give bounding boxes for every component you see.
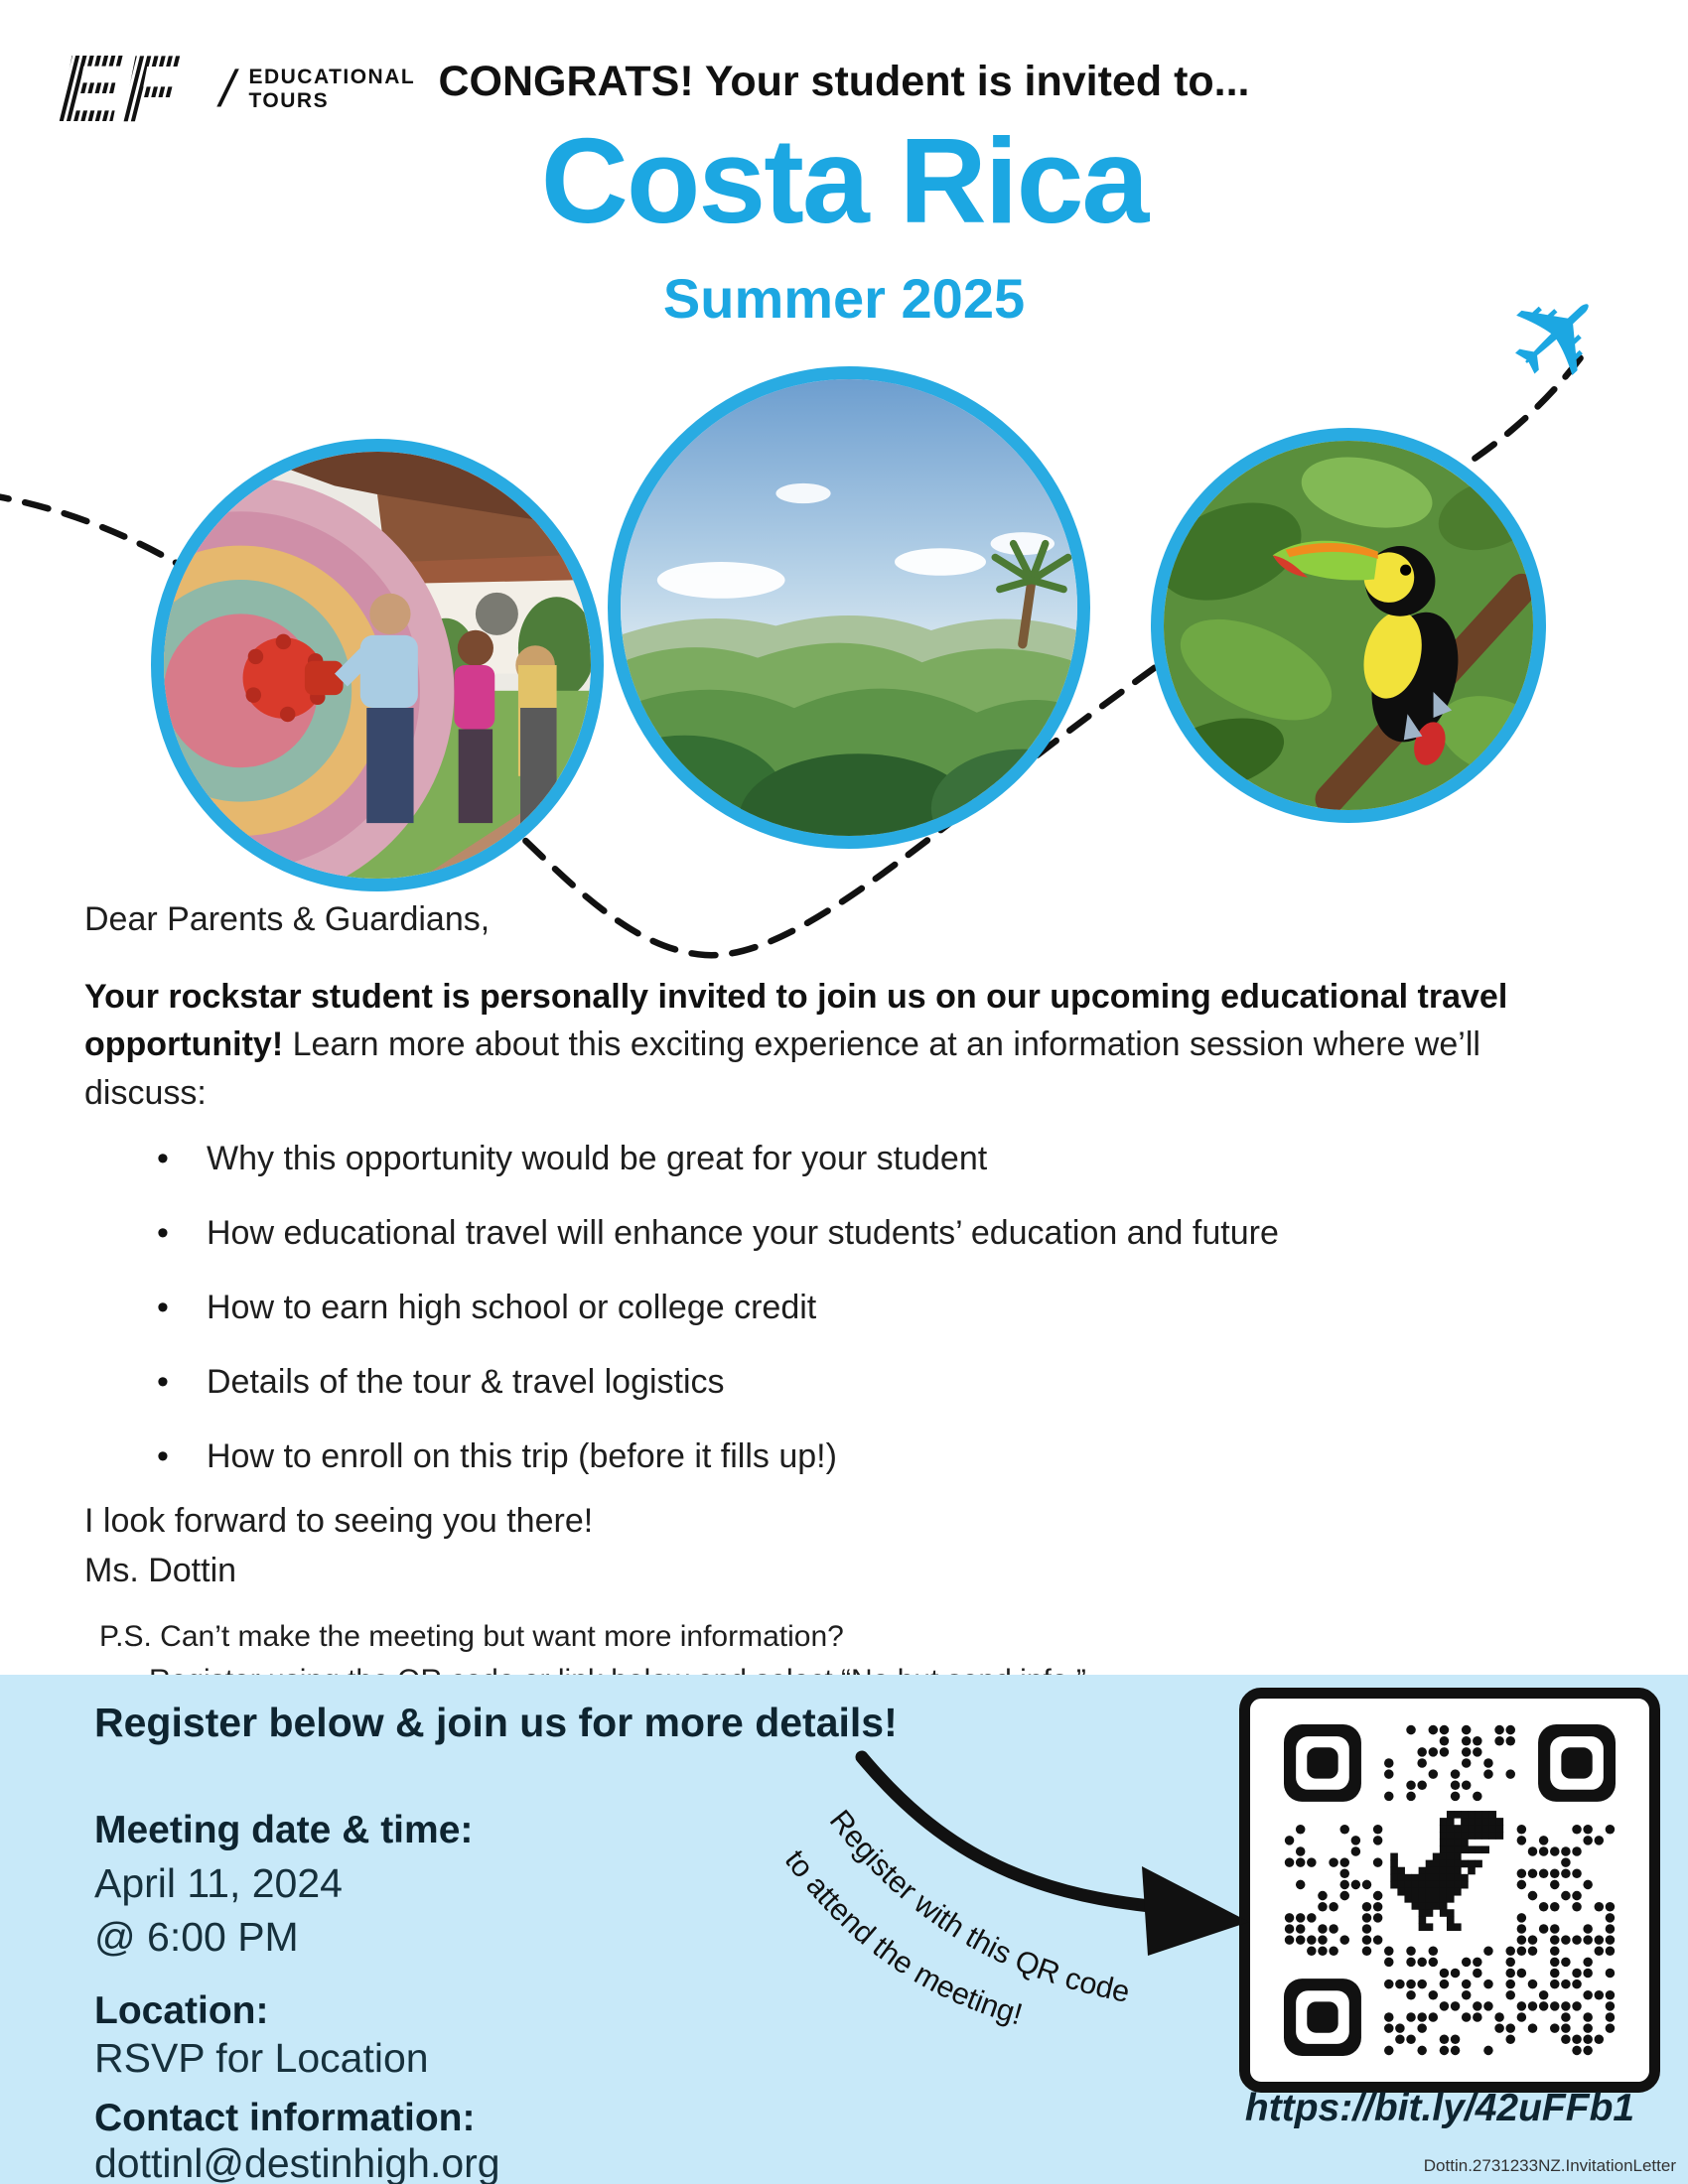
qr-card [1239, 1688, 1660, 2093]
logo-wordmark: EDUCATIONAL TOURS [248, 65, 416, 112]
meeting-date-value: April 11, 2024 [94, 1860, 343, 1906]
list-item: • Details of the tour & travel logistics [149, 1363, 1279, 1402]
location-value: RSVP for Location [94, 2035, 429, 2081]
arrow-caption-line2: to attend the meeting! [777, 1843, 1027, 2032]
congrats-headline: CONGRATS! Your student is invited to... [438, 58, 1250, 105]
meeting-time-value: @ 6:00 PM [94, 1914, 299, 1960]
destination-title: Costa Rica [540, 113, 1148, 248]
ps-line-1: P.S. Can’t make the meeting but want more information? [99, 1620, 844, 1653]
salutation: Dear Parents & Guardians, [84, 900, 491, 938]
contact-email[interactable]: dottinl@destinhigh.org [94, 2140, 500, 2184]
registration-link[interactable]: https://bit.ly/42uFFb1 [1244, 2087, 1635, 2129]
footer-headline: Register below & join us for more details! [94, 1700, 898, 1745]
valley-photo-illustration [621, 379, 1077, 836]
list-item: • Why this opportunity would be great for your student [149, 1140, 1279, 1178]
season-subtitle: Summer 2025 [662, 267, 1026, 330]
svg-text:EF: EF [58, 42, 180, 137]
airplane-icon: ✈ [1476, 253, 1640, 419]
list-item: • How to enroll on this trip (before it fills up!) [149, 1437, 1279, 1476]
discussion-bullet-list [149, 1140, 1279, 1512]
toucan-photo-illustration [1164, 441, 1533, 810]
mural-photo [151, 439, 604, 891]
qr-code [1284, 1724, 1616, 2056]
list-item: • How educational travel will enhance your students’ education and future [149, 1214, 1279, 1253]
toucan-photo [1151, 428, 1546, 823]
valley-photo [608, 366, 1090, 849]
list-item: • How to earn high school or college credit [149, 1289, 1279, 1327]
intro-paragraph [84, 973, 1534, 1117]
arrow-caption-line1: Register with this QR code [822, 1803, 1133, 2009]
closing-line: I look forward to seeing you there! [84, 1502, 594, 1540]
contact-label: Contact information: [94, 2097, 476, 2139]
meeting-date-label: Meeting date & time: [94, 1809, 474, 1851]
logo-divider: / [213, 61, 241, 118]
intro-regular-text: Learn more about this exciting experience at an information session where we’ll discuss: [84, 1025, 1480, 1112]
intro-bold-text: Your rockstar student is personally invited to join us on our upcoming educational travel opportunity! [84, 978, 1508, 1064]
document-reference: Dottin.2731233NZ.InvitationLetter [1423, 2156, 1676, 2175]
mural-photo-illustration [164, 452, 591, 879]
signature: Ms. Dottin [84, 1552, 237, 1589]
dino-icon [1390, 1811, 1503, 1931]
location-label: Location: [94, 1989, 269, 2032]
